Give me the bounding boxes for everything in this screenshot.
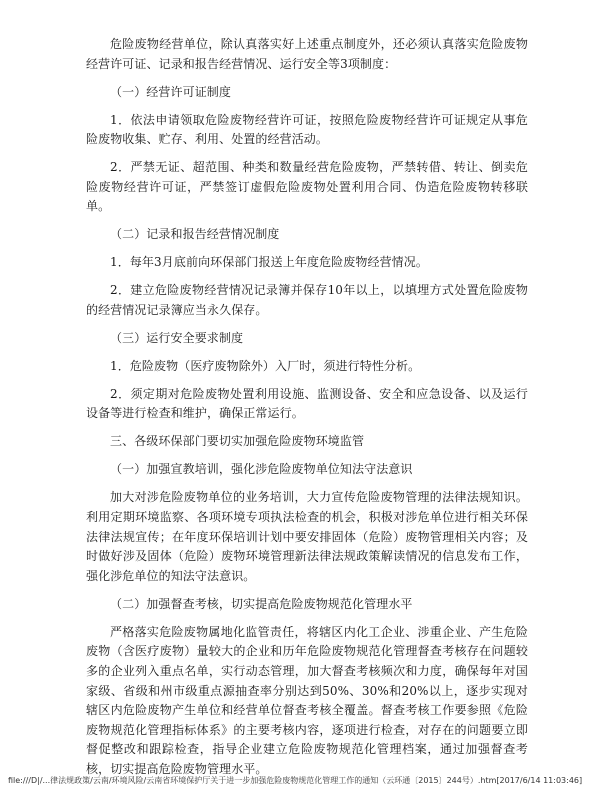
footer-timestamp: [2017/6/14 11:03:46] bbox=[496, 776, 583, 785]
safety-item-2: 2．须定期对危险废物处置利用设施、监测设备、安全和应急设备、以及运行设备等进行检查和维护，确保正常运行。 bbox=[86, 386, 528, 421]
license-item-1: 1．依法申请领取危险废物经营许可证，按照危险废物经营许可证规定从事危险废物收集、贮存、利用、处置的经营活动。 bbox=[86, 112, 528, 147]
section-heading-safety: （三）运行安全要求制度 bbox=[110, 330, 244, 345]
inspection-paragraph: 严格落实危险废物属地化监管责任，将辖区内化工企业、涉重企业、产生危险废物（含医疗废物）量较大的企业和历年危险废物规范化管理督查考核存在问题较多的企业列入重点名单，实行动态管理，加大督查考核频次和力度，确保每年对国家级、省级和州市级重点源抽查率分别达到50%、30%和20%以上，逐步实现对辖区内危险废物产生单位和经营单位督查考核全覆盖。督查考核工作要参照《危险废物规范化管理指标体系》的主要考核内容，逐项进行检查，对存在的问题要立即督促整改和跟踪检查，指导企业建立危险废物规范化管理档案，通过加强督查考核，切实提高危险废物管理水平。 bbox=[86, 624, 528, 776]
page-footer bbox=[8, 775, 606, 786]
license-item-2: 2．严禁无证、超范围、种类和数量经营危险废物，严禁转借、转让、倒卖危险废物经营许可证，严禁签订虚假危险废物处置利用合同、伪造危险废物转移联单。 bbox=[86, 160, 528, 214]
section-heading-records: （二）记录和报告经营情况制度 bbox=[110, 227, 280, 242]
section-heading-inspection: （二）加强督查考核，切实提高危险废物规范化管理水平 bbox=[110, 596, 413, 611]
safety-item-1: 1．危险废物（医疗废物除外）入厂时，须进行特性分析。 bbox=[110, 358, 421, 373]
document-body bbox=[86, 35, 528, 788]
intro-paragraph: 危险废物经营单位，除认真落实好上述重点制度外，还必须认真落实危险废物经营许可证、记录和报告经营情况、运行安全等3项制度： bbox=[86, 37, 528, 71]
footer-file-path: file:///D|/...律法规政策/云南/环境风险/云南省环境保护厅关于进一步加强危险废物规范化管理工作的通知（云环通〔2015〕244号）.htm bbox=[8, 776, 497, 785]
section-heading-license: （一）经营许可证制度 bbox=[110, 84, 232, 99]
training-paragraph: 加大对涉危险废物单位的业务培训，大力宣传危险废物管理的法律法规知识。利用定期环境监察、各项环境专项执法检查的机会，积极对涉危单位进行相关环保法律法规宣传；在年度环保培训计划中要安排固体（危险）废物管理相关内容；及时做好涉及固体（危险）废物环境管理新法律法规政策解读情况的信息发布工作，强化涉危单位的知法守法意识。 bbox=[86, 490, 528, 583]
section-heading-training: （一）加强宣教培训，强化涉危险废物单位知法守法意识 bbox=[110, 462, 413, 477]
records-item-1: 1．每年3月底前向环保部门报送上年度危险废物经营情况。 bbox=[110, 255, 428, 270]
records-item-2: 2．建立危险废物经营情况记录簿并保存10年以上，以填埋方式处置危险废物的经营情况记录簿应当永久保存。 bbox=[86, 283, 528, 317]
chapter-heading-supervision: 三、各级环保部门要切实加强危险废物环境监管 bbox=[110, 434, 365, 449]
